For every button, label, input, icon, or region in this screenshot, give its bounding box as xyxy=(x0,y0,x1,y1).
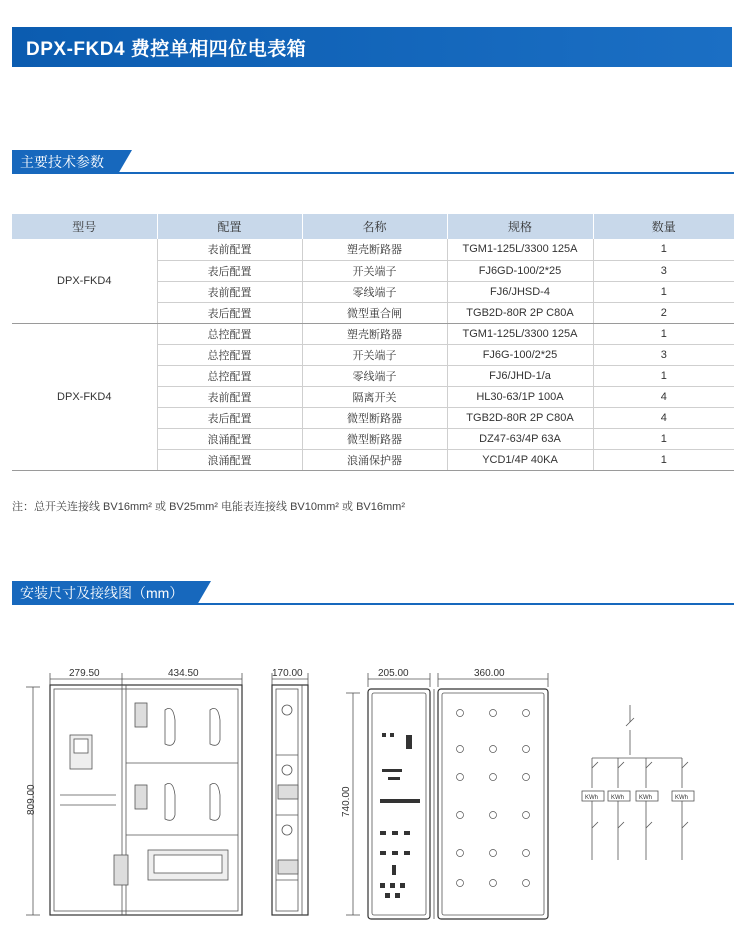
meter-label: KWh xyxy=(585,795,599,801)
spec-cell: FJ6GD-100/2*25 xyxy=(447,260,593,281)
col-header-config: 配置 xyxy=(157,214,302,239)
config-cell: 表前配置 xyxy=(157,386,302,407)
qty-cell: 1 xyxy=(593,239,734,260)
table-header-row xyxy=(12,214,734,239)
dim-right-width: 434.50 xyxy=(168,668,199,679)
dim-open-height: 740.00 xyxy=(341,786,352,817)
section-heading-drawings xyxy=(12,581,734,605)
qty-cell: 3 xyxy=(593,260,734,281)
section-title: 主要技术参数 xyxy=(12,150,118,174)
qty-cell: 4 xyxy=(593,407,734,428)
page-title: DPX-FKD4 费控单相四位电表箱 xyxy=(26,39,307,60)
name-cell: 开关端子 xyxy=(302,260,447,281)
dim-open-left: 205.00 xyxy=(378,668,409,679)
config-cell: 表后配置 xyxy=(157,407,302,428)
table-row xyxy=(12,239,734,260)
col-header-model: 型号 xyxy=(12,214,157,239)
name-cell: 隔离开关 xyxy=(302,386,447,407)
dim-height: 809.00 xyxy=(26,784,37,815)
spec-table xyxy=(12,214,734,471)
open-view-drawing xyxy=(330,665,560,925)
spec-cell: DZ47-63/4P 63A xyxy=(447,428,593,449)
config-cell: 表前配置 xyxy=(157,281,302,302)
side-view-drawing xyxy=(262,665,318,923)
meter-label: KWh xyxy=(611,795,625,801)
model-cell: DPX-FKD4 xyxy=(12,239,157,323)
meter-label: KWh xyxy=(675,795,689,801)
config-cell: 表后配置 xyxy=(157,302,302,323)
section-title: 安装尺寸及接线图（mm） xyxy=(12,581,197,605)
wiring-diagram xyxy=(570,700,710,870)
model-cell: DPX-FKD4 xyxy=(12,323,157,470)
col-header-spec: 规格 xyxy=(447,214,593,239)
name-cell: 零线端子 xyxy=(302,365,447,386)
spec-cell: FJ6G-100/2*25 xyxy=(447,344,593,365)
config-cell: 浪涌配置 xyxy=(157,428,302,449)
config-cell: 浪涌配置 xyxy=(157,449,302,470)
spec-cell: FJ6/JHD-1/a xyxy=(447,365,593,386)
spec-cell: TGB2D-80R 2P C80A xyxy=(447,302,593,323)
config-cell: 总控配置 xyxy=(157,344,302,365)
spec-cell: TGM1-125L/3300 125A xyxy=(447,239,593,260)
name-cell: 微型重合闸 xyxy=(302,302,447,323)
wiring-note: 注：总开关连接线 BV16mm² 或 BV25mm² 电能表连接线 BV10mm² 或 BV16mm² xyxy=(12,501,405,513)
spec-cell: TGB2D-80R 2P C80A xyxy=(447,407,593,428)
config-cell: 表前配置 xyxy=(157,239,302,260)
name-cell: 微型断路器 xyxy=(302,428,447,449)
col-header-qty: 数量 xyxy=(593,214,734,239)
config-cell: 总控配置 xyxy=(157,365,302,386)
qty-cell: 4 xyxy=(593,386,734,407)
spec-cell: YCD1/4P 40KA xyxy=(447,449,593,470)
qty-cell: 3 xyxy=(593,344,734,365)
qty-cell: 1 xyxy=(593,449,734,470)
name-cell: 塑壳断路器 xyxy=(302,323,447,344)
meter-label: KWh xyxy=(639,795,653,801)
dim-open-right: 360.00 xyxy=(474,668,505,679)
name-cell: 开关端子 xyxy=(302,344,447,365)
spec-cell: TGM1-125L/3300 125A xyxy=(447,323,593,344)
dim-left-width: 279.50 xyxy=(69,668,100,679)
qty-cell: 1 xyxy=(593,323,734,344)
section-heading-specs xyxy=(12,150,734,174)
name-cell: 微型断路器 xyxy=(302,407,447,428)
qty-cell: 1 xyxy=(593,365,734,386)
table-row xyxy=(12,323,734,344)
col-header-name: 名称 xyxy=(302,214,447,239)
qty-cell: 1 xyxy=(593,281,734,302)
dim-side-width: 170.00 xyxy=(272,668,303,679)
name-cell: 零线端子 xyxy=(302,281,447,302)
config-cell: 总控配置 xyxy=(157,323,302,344)
spec-cell: FJ6/JHSD-4 xyxy=(447,281,593,302)
name-cell: 浪涌保护器 xyxy=(302,449,447,470)
qty-cell: 1 xyxy=(593,428,734,449)
spec-cell: HL30-63/1P 100A xyxy=(447,386,593,407)
title-banner xyxy=(12,27,732,67)
front-view-drawing xyxy=(20,665,252,923)
config-cell: 表后配置 xyxy=(157,260,302,281)
name-cell: 塑壳断路器 xyxy=(302,239,447,260)
qty-cell: 2 xyxy=(593,302,734,323)
